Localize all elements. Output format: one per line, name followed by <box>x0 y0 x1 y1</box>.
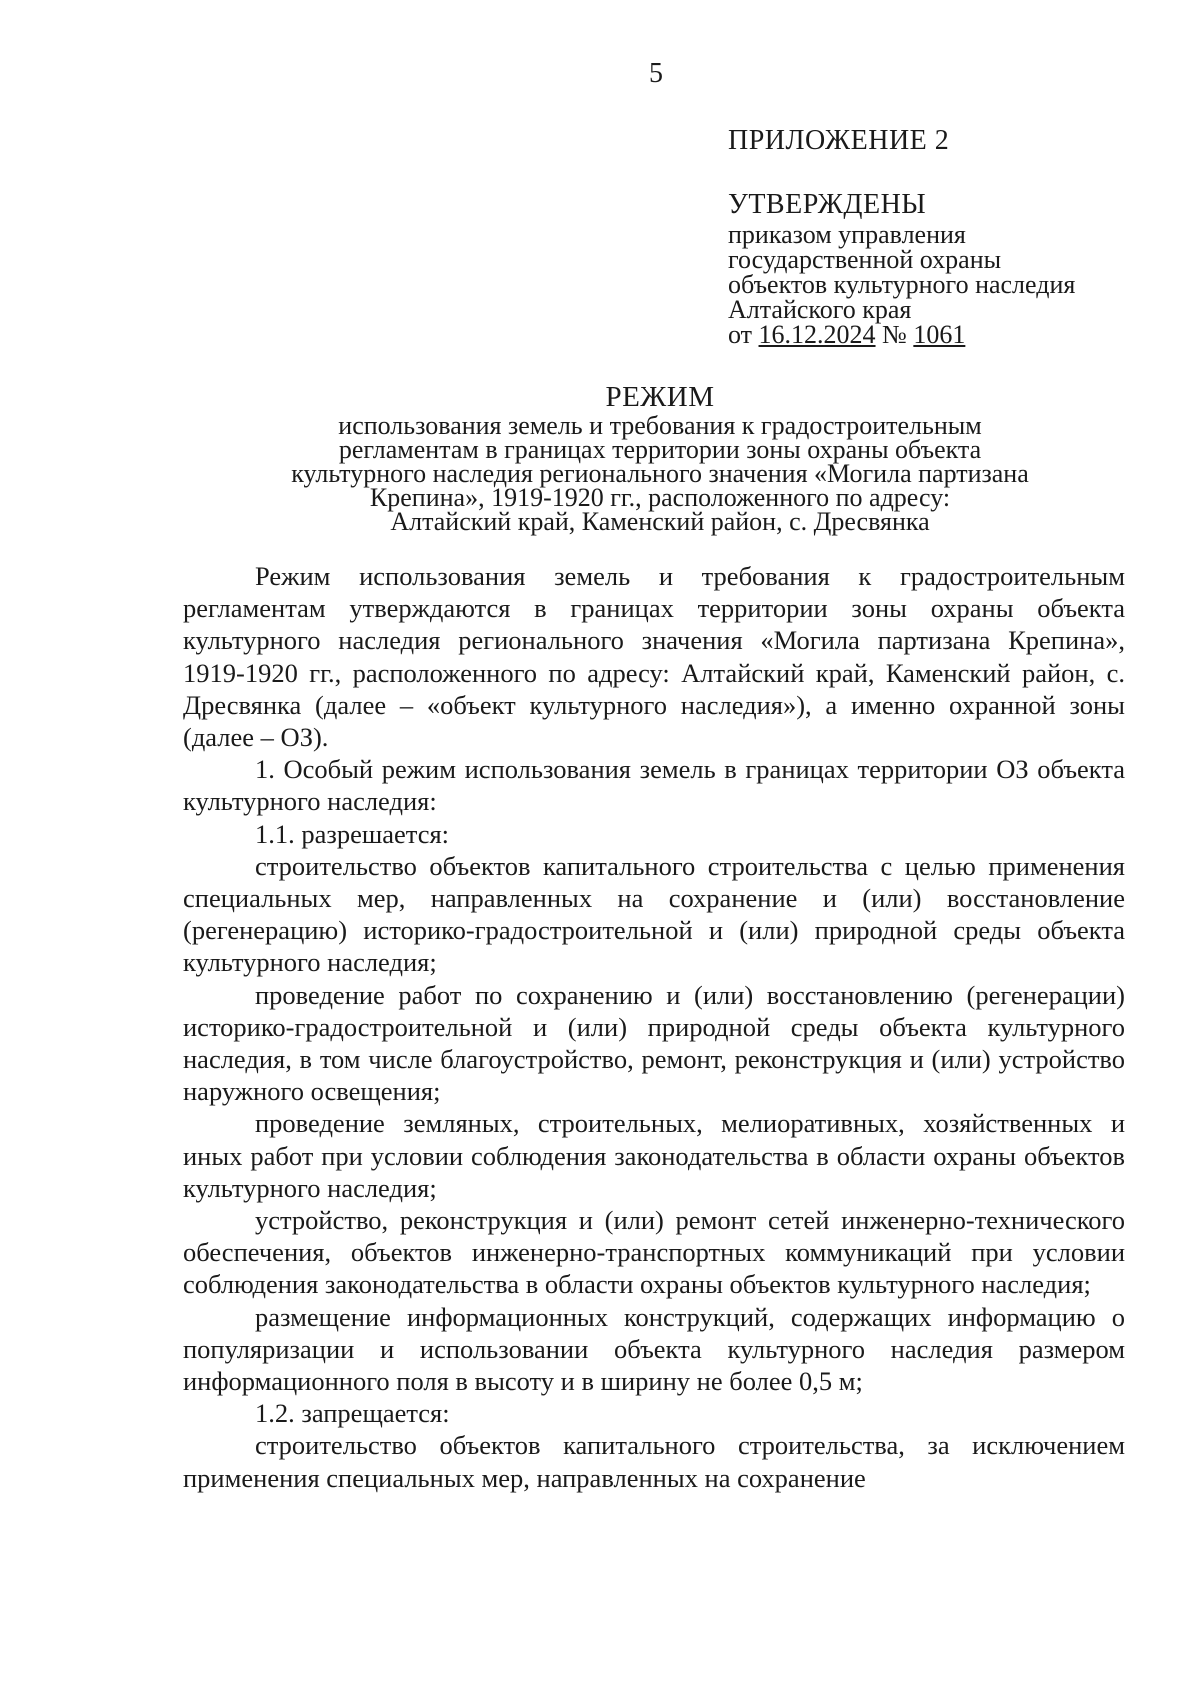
document-body <box>183 560 1125 1494</box>
approval-details <box>728 222 1168 347</box>
approval-line: приказом управления <box>728 220 966 249</box>
number-sign: № <box>875 320 914 349</box>
paragraph-list-item: устройство, реконструкция и (или) ремонт сетей инженерно-технического обеспечения, объектов инженерно-транспортных коммуникаций при условии соблюдения законодательства в области охраны объектов культурного наследия; <box>183 1205 1125 1300</box>
subtitle-line: Крепина», 1919-1920 гг., расположенного по адресу: <box>369 483 951 512</box>
document-title <box>240 380 1080 534</box>
subtitle-line: культурного наследия регионального значения «Могила партизана <box>291 459 1029 488</box>
document-title-main: РЕЖИМ <box>605 381 715 413</box>
paragraph-list-item: проведение работ по сохранению и (или) восстановлению (регенерации) историко-градостроительной и (или) природной среды объекта культурного наследия, в том числе благоустройство, ремонт, реконструкция и (или) устройство наружного освещения; <box>183 979 1125 1107</box>
approval-date-line <box>728 322 1168 347</box>
paragraph-intro: Режим использования земель и требования к градостроительным регламентам утверждаются в границах территории зоны охраны объекта культурного наследия регионального значения «Могила партизана Крепина», 1919-1920 гг., расположенного по адресу: Алтайский край, Каменский район, с. Дресвянка (далее – «объект культурного наследия»), а именно охранной зоны (далее – ОЗ). <box>183 561 1125 753</box>
subtitle-line: Алтайский край, Каменский район, с. Дресвянка <box>390 507 930 536</box>
paragraph-section-1: 1. Особый режим использования земель в границах территории ОЗ объекта культурного наследия: <box>183 754 1125 817</box>
appendix-label: ПРИЛОЖЕНИЕ 2 <box>728 125 950 156</box>
date-prefix: от <box>728 320 759 349</box>
paragraph-list-item: проведение земляных, строительных, мелиоративных, хозяйственных и иных работ при условии соблюдения законодательства в области охраны объектов культурного наследия; <box>183 1108 1125 1203</box>
approval-block <box>728 188 1168 347</box>
paragraph-list-item: строительство объектов капитального строительства с целью применения специальных мер, направленных на сохранение и (или) восстановление (регенерацию) историко-градостроительной и (или) природной среды объекта культурного наследия; <box>183 850 1125 978</box>
order-number: 1061 <box>913 320 966 349</box>
paragraph-subsection-1-2: 1.2. запрещается: <box>255 1398 450 1429</box>
subtitle-line: использования земель и требования к градостроительным <box>338 411 982 440</box>
subtitle-line: регламентам в границах территории зоны охраны объекта <box>338 435 982 464</box>
paragraph-list-item: размещение информационных конструкций, содержащих информацию о популяризации и использовании объекта культурного наследия размером информационного поля в высоту и в ширину не более 0,5 м; <box>183 1301 1125 1397</box>
approval-line: объектов культурного наследия <box>728 270 1076 299</box>
paragraph-subsection-1-1: 1.1. разрешается: <box>255 818 450 849</box>
paragraph-list-item: строительство объектов капитального строительства, за исключением применения специальных мер, направленных на сохранение <box>183 1430 1125 1493</box>
order-date: 16.12.2024 <box>758 320 876 349</box>
approval-line: Алтайского края <box>728 295 912 324</box>
approval-line: государственной охраны <box>728 245 1002 274</box>
page-number: 5 <box>649 58 663 89</box>
approval-title: УТВЕРЖДЕНЫ <box>728 189 927 220</box>
document-title-subtitle <box>240 411 1080 536</box>
